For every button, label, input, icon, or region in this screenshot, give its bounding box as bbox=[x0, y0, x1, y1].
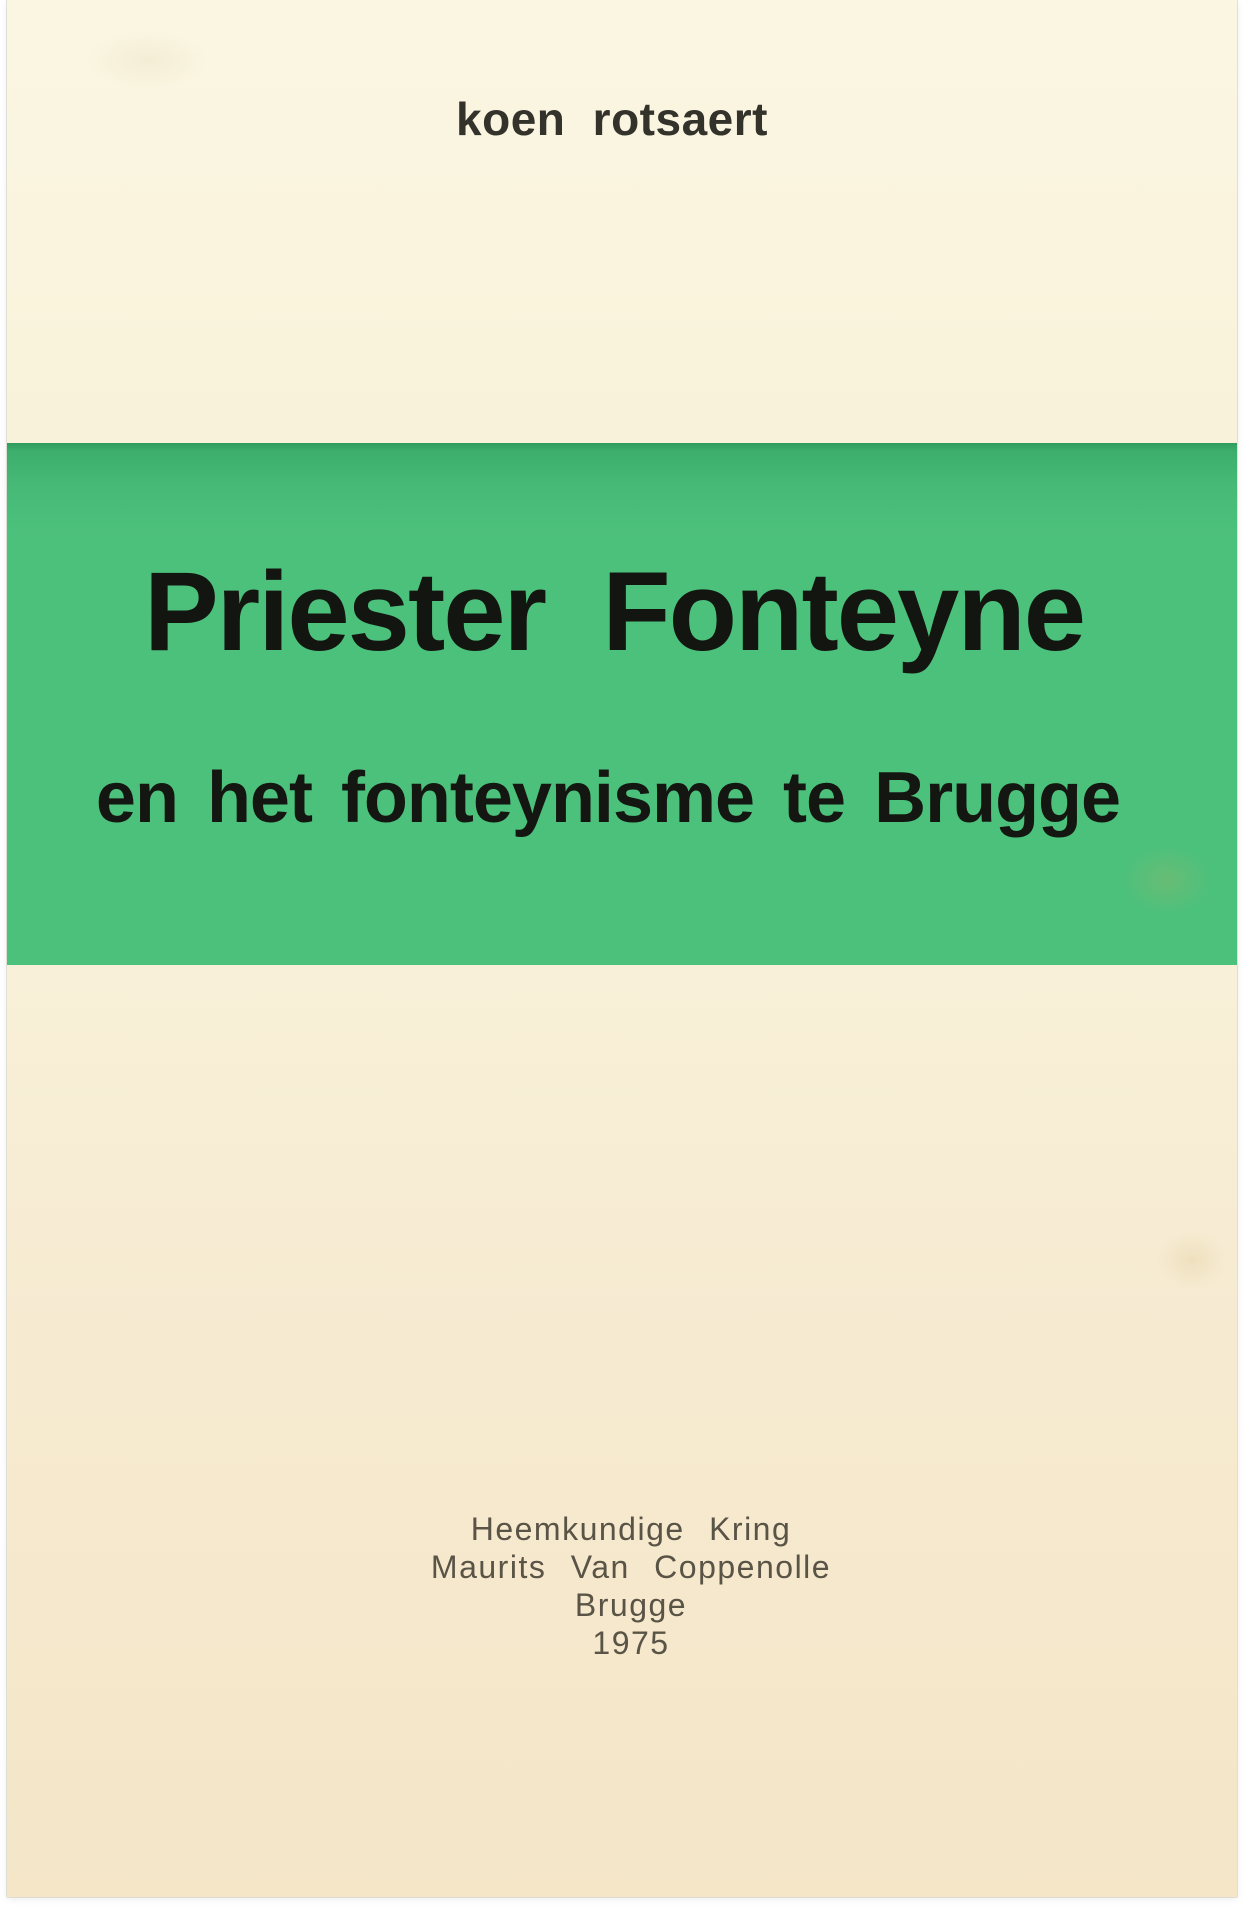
cover-author: koen rotsaert bbox=[456, 93, 768, 145]
cover-title: Priester Fonteyne bbox=[143, 549, 1085, 674]
imprint-block bbox=[16, 1510, 1237, 1662]
cover-subtitle: en het fonteynisme te Brugge bbox=[95, 758, 1121, 838]
book-cover bbox=[7, 0, 1237, 1897]
imprint-publisher-line: Heemkundige Kring bbox=[470, 1511, 792, 1547]
imprint-city-line: Brugge bbox=[574, 1587, 688, 1623]
imprint-society-name-line: Maurits Van Coppenolle bbox=[430, 1549, 832, 1585]
cover-bottom-panel bbox=[7, 965, 1237, 1897]
imprint-year-line: 1975 bbox=[592, 1625, 670, 1661]
green-title-band bbox=[7, 443, 1237, 965]
cover-top-panel bbox=[7, 0, 1237, 443]
